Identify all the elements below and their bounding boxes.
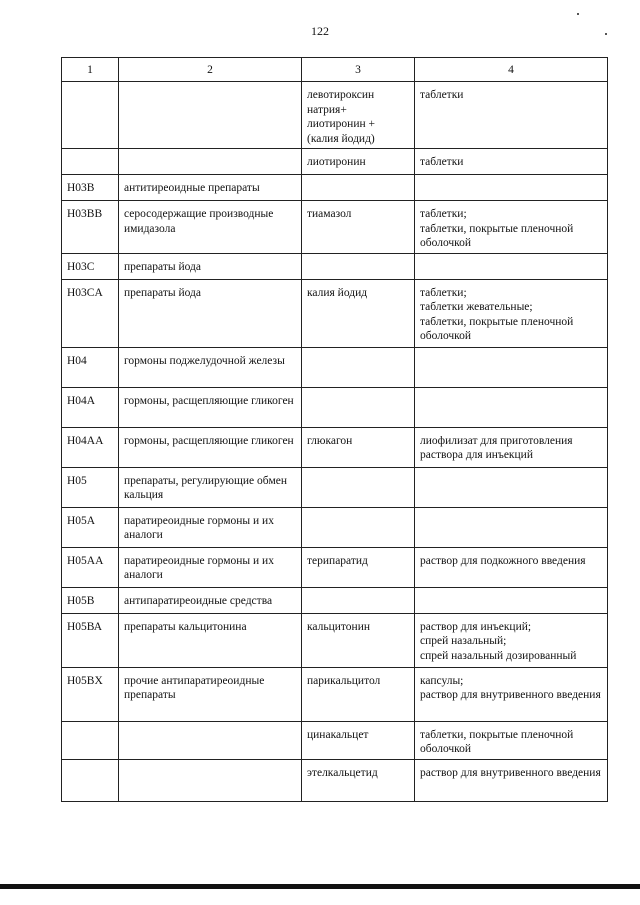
table-row <box>62 721 608 759</box>
cell-group: антитиреоидные препараты <box>119 175 302 201</box>
cell-form: таблетки; таблетки, покрытые пленочной оболочкой <box>415 201 608 254</box>
table-row <box>62 347 608 387</box>
cell-group <box>119 721 302 759</box>
drug-table <box>61 57 608 802</box>
table-row <box>62 759 608 801</box>
cell-code: H05 <box>62 467 119 507</box>
table-body <box>62 82 608 802</box>
cell-group <box>119 759 302 801</box>
cell-form <box>415 175 608 201</box>
cell-group: гормоны, расщепляющие гликоген <box>119 387 302 427</box>
cell-group: антипаратиреоидные средства <box>119 587 302 613</box>
table-row <box>62 667 608 721</box>
cell-code <box>62 149 119 175</box>
table-row <box>62 613 608 667</box>
cell-drug <box>302 507 415 547</box>
table-row <box>62 547 608 587</box>
page-number: 122 <box>311 24 329 38</box>
table-row <box>62 387 608 427</box>
cell-group: паратиреоидные гормоны и их аналоги <box>119 547 302 587</box>
cell-group: гормоны, расщепляющие гликоген <box>119 427 302 467</box>
cell-form: таблетки <box>415 82 608 149</box>
column-header-1: 1 <box>62 58 119 82</box>
cell-form <box>415 253 608 279</box>
table-row <box>62 467 608 507</box>
cell-form: таблетки; таблетки жевательные; таблетки, покрытые пленочной оболочкой <box>415 279 608 347</box>
cell-drug: этелкальцетид <box>302 759 415 801</box>
cell-group: препараты кальцитонина <box>119 613 302 667</box>
cell-form: раствор для инъекций; спрей назальный; спрей назальный дозированный <box>415 613 608 667</box>
cell-drug <box>302 387 415 427</box>
column-header-4: 4 <box>415 58 608 82</box>
cell-drug: терипаратид <box>302 547 415 587</box>
cell-code: H04AA <box>62 427 119 467</box>
cell-code: H05A <box>62 507 119 547</box>
cell-code: H05B <box>62 587 119 613</box>
table-row <box>62 427 608 467</box>
cell-drug: кальцитонин <box>302 613 415 667</box>
cell-form: таблетки <box>415 149 608 175</box>
cell-form: таблетки, покрытые пленочной оболочкой <box>415 721 608 759</box>
scan-speck <box>577 13 579 15</box>
cell-code: H04A <box>62 387 119 427</box>
cell-drug <box>302 467 415 507</box>
cell-code: H03B <box>62 175 119 201</box>
cell-drug <box>302 347 415 387</box>
cell-form <box>415 507 608 547</box>
scan-speck <box>605 33 607 35</box>
cell-group <box>119 82 302 149</box>
cell-drug: лиотиронин <box>302 149 415 175</box>
cell-code: Н05ВА <box>62 613 119 667</box>
cell-drug <box>302 175 415 201</box>
cell-code: H03CA <box>62 279 119 347</box>
cell-code <box>62 721 119 759</box>
table-row <box>62 253 608 279</box>
cell-group: препараты йода <box>119 253 302 279</box>
cell-code: H05AA <box>62 547 119 587</box>
cell-group: прочие антипаратиреоидные препараты <box>119 667 302 721</box>
table-row <box>62 82 608 149</box>
cell-drug: тиамазол <box>302 201 415 254</box>
cell-group: паратиреоидные гормоны и их аналоги <box>119 507 302 547</box>
cell-drug: парикальцитол <box>302 667 415 721</box>
cell-code <box>62 82 119 149</box>
cell-group: препараты йода <box>119 279 302 347</box>
table-row <box>62 507 608 547</box>
table-row <box>62 279 608 347</box>
cell-group: препараты, регулирующие обмен кальция <box>119 467 302 507</box>
cell-code <box>62 759 119 801</box>
cell-code: H04 <box>62 347 119 387</box>
header-row <box>62 58 608 82</box>
cell-form: раствор для подкожного введения <box>415 547 608 587</box>
table-row <box>62 175 608 201</box>
table-row <box>62 587 608 613</box>
bottom-scan-border <box>0 884 640 889</box>
table-row <box>62 149 608 175</box>
cell-code: H05BX <box>62 667 119 721</box>
cell-form <box>415 587 608 613</box>
drug-table-container <box>61 57 608 802</box>
column-header-3: 3 <box>302 58 415 82</box>
cell-drug: левотироксин натрия+ лиотиронин + (калия йодид) <box>302 82 415 149</box>
cell-group: гормоны поджелудочной железы <box>119 347 302 387</box>
cell-form: капсулы; раствор для внутривенного введения <box>415 667 608 721</box>
table-row <box>62 201 608 254</box>
cell-form <box>415 387 608 427</box>
cell-code: H03BB <box>62 201 119 254</box>
cell-form <box>415 467 608 507</box>
cell-group: серосодержащие производные имидазола <box>119 201 302 254</box>
cell-code: H03C <box>62 253 119 279</box>
column-header-2: 2 <box>119 58 302 82</box>
cell-drug: калия йодид <box>302 279 415 347</box>
cell-form <box>415 347 608 387</box>
cell-drug: цинакальцет <box>302 721 415 759</box>
cell-form: лиофилизат для приготовления раствора для инъекций <box>415 427 608 467</box>
cell-drug: глюкагон <box>302 427 415 467</box>
cell-drug <box>302 253 415 279</box>
cell-drug <box>302 587 415 613</box>
cell-group <box>119 149 302 175</box>
cell-form: раствор для внутривенного введения <box>415 759 608 801</box>
